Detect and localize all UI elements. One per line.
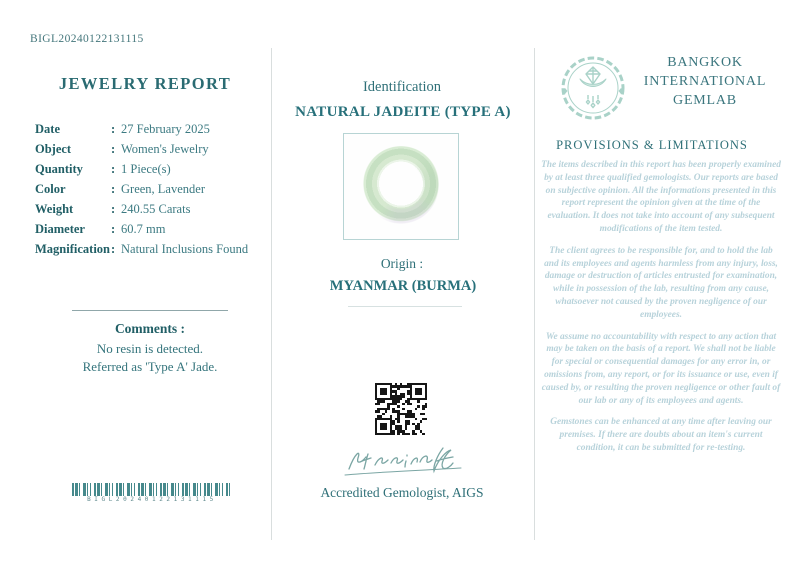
field-row-color (35, 179, 265, 199)
identification-section-title: Identification (362, 79, 442, 95)
column-divider-right (534, 48, 535, 540)
report-serial-number: BIGL20240122131115 (30, 33, 144, 45)
comments-divider-line (72, 310, 228, 311)
field-row-magnification (35, 239, 265, 259)
field-label: Magnification (35, 242, 110, 256)
field-colon: : (111, 202, 116, 216)
field-row-object (35, 139, 265, 159)
identification-result: NATURAL JADEITE (TYPE A) (295, 104, 511, 120)
comment-line: Referred as 'Type A' Jade. (82, 359, 218, 374)
field-colon: : (111, 222, 116, 236)
origin-divider-line (348, 306, 462, 307)
lab-name-line: BANGKOK (667, 55, 743, 70)
field-row-diameter (35, 219, 265, 239)
qr-code (375, 383, 427, 435)
field-row-date (35, 119, 265, 139)
field-row-quantity (35, 159, 265, 179)
report-fields (35, 119, 265, 259)
field-label: Object (35, 142, 72, 156)
provisions-paragraph: We assume no accountability with respect to any action that may be taken on the basis of a report. We shall not be liable for special or consequential damages for any error in, or omissions from, any report, or for its issuance or use, even if caused by, or resulting the proven negligence or other fault of our lab or any of its employees and agents. (541, 331, 781, 406)
field-label: Quantity (35, 162, 83, 176)
comment-line: No resin is detected. (96, 341, 204, 356)
provisions-paragraphs (541, 159, 781, 464)
field-value: Natural Inclusions Found (121, 242, 249, 256)
gemologist-title: Accredited Gemologist, AIGS (320, 485, 484, 500)
jade-bangle-shading (362, 146, 440, 226)
field-colon: : (111, 182, 116, 196)
barcode-text: BIGL20240122131115 (87, 496, 217, 503)
field-value: 240.55 Carats (121, 202, 191, 216)
field-value: 60.7 mm (121, 222, 166, 236)
provisions-title: PROVISIONS & LIMITATIONS (556, 138, 748, 152)
field-row-weight (35, 199, 265, 219)
seal-svg (558, 53, 628, 123)
gemologist-signature (333, 441, 473, 488)
barcode (72, 483, 230, 496)
field-label: Color (35, 182, 66, 196)
field-colon: : (111, 122, 116, 136)
field-label: Diameter (35, 222, 85, 236)
signature-icon (333, 441, 473, 483)
field-colon: : (111, 242, 116, 256)
jade-bangle-photo (343, 133, 459, 240)
field-value: 27 February 2025 (121, 122, 210, 136)
lab-name-line: INTERNATIONAL (643, 74, 767, 89)
origin-label: Origin : (380, 256, 424, 271)
field-label: Weight (35, 202, 74, 216)
field-value: Women's Jewelry (121, 142, 209, 156)
provisions-paragraph: The client agrees to be responsible for, and to hold the lab and its employees and agents harmless from any injury, loss, damage or destruction of articles entrusted for examination, while in possession of the lab, resulting from any cause, whatsoever not caused by the proven negligence of our employees. (544, 245, 778, 320)
provisions-paragraph: Gemstones can be enhanced at any time after leaving our premises. If there are doubts about an item's current condition, it can be submitted for re-testing. (550, 417, 772, 453)
field-colon: : (111, 142, 116, 156)
provisions-paragraph: The items described in this report has been properly examined by at least three qualified gemologists. Our reports are based on subjective opinion. All the informations presented in this report represent the opinion given at the time of the evaluation. It does not take into account of any subsequent modifications of the item tested. (541, 160, 781, 234)
field-value: Green, Lavender (121, 182, 205, 196)
field-value: 1 Piece(s) (121, 162, 171, 176)
field-colon: : (111, 162, 116, 176)
comments-title: Comments : (114, 321, 186, 336)
lab-name-line: GEMLAB (673, 93, 737, 108)
report-title: JEWELRY REPORT (58, 74, 232, 93)
field-label: Date (35, 122, 60, 136)
lab-name (626, 53, 784, 110)
gemlab-seal-icon (558, 53, 628, 128)
origin-value: MYANMAR (BURMA) (329, 278, 477, 294)
